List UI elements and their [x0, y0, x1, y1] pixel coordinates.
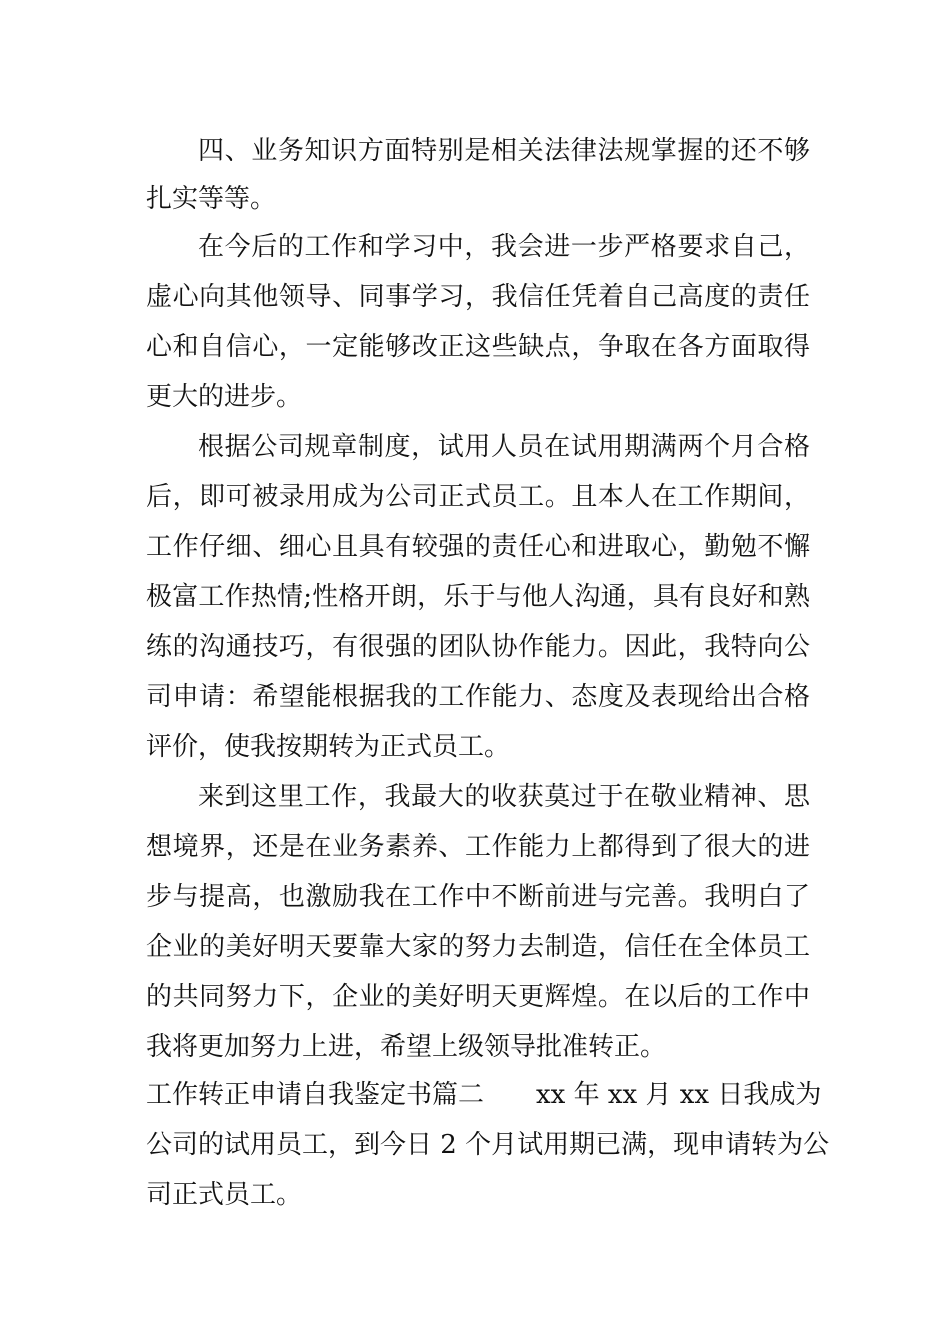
paragraph-2-line-2: 虚心向其他领导、同事学习，我信任凭着自己高度的责任 [146, 282, 810, 312]
section-two-line-3: 司正式员工。 [146, 1180, 303, 1210]
paragraph-2-line-3: 心和自信心，一定能够改正这些缺点，争取在各方面取得 [146, 332, 810, 362]
paragraph-2-line-1: 在今后的工作和学习中，我会进一步严格要求自己， [198, 232, 810, 262]
paragraph-4-line-3: 步与提高，也激励我在工作中不断前进与完善。我明白了 [146, 882, 810, 912]
paragraph-4-line-6: 我将更加努力上进，希望上级领导批准转正。 [146, 1032, 667, 1062]
paragraph-3-line-2: 后，即可被录用成为公司正式员工。且本人在工作期间， [146, 482, 810, 512]
section-two-first-line-text: xx 年 xx 月 xx 日我成为 [536, 1080, 822, 1110]
paragraph-3-line-4: 极富工作热情;性格开朗，乐于与他人沟通，具有良好和熟 [146, 582, 810, 612]
paragraph-3-line-7: 评价，使我按期转为正式员工。 [146, 732, 511, 762]
paragraph-3-line-1: 根据公司规章制度，试用人员在试用期满两个月合格 [198, 432, 810, 462]
paragraph-3-line-3: 工作仔细、细心且具有较强的责任心和进取心，勤勉不懈 [146, 532, 810, 562]
paragraph-4-line-2: 想境界，还是在业务素养、工作能力上都得到了很大的进 [146, 832, 810, 862]
section-two-first-line [146, 1070, 822, 1120]
section-two-title: 工作转正申请自我鉴定书篇二 [146, 1080, 485, 1110]
paragraph-4-line-5: 的共同努力下，企业的美好明天更辉煌。在以后的工作中 [146, 982, 810, 1012]
paragraph-3-line-6: 司申请：希望能根据我的工作能力、态度及表现给出合格 [146, 682, 810, 712]
paragraph-1-line-2: 扎实等等。 [146, 184, 277, 214]
paragraph-4-line-4: 企业的美好明天要靠大家的努力去制造，信任在全体员工 [146, 932, 810, 962]
paragraph-2-line-4: 更大的进步。 [146, 382, 303, 412]
paragraph-3-line-5: 练的沟通技巧，有很强的团队协作能力。因此，我特向公 [146, 632, 810, 662]
section-two-line-2: 公司的试用员工，到今日 2 个月试用期已满，现申请转为公 [146, 1130, 830, 1160]
paragraph-1-line-1: 四、业务知识方面特别是相关法律法规掌握的还不够 [198, 136, 810, 166]
paragraph-4-line-1: 来到这里工作，我最大的收获莫过于在敬业精神、思 [198, 782, 810, 812]
